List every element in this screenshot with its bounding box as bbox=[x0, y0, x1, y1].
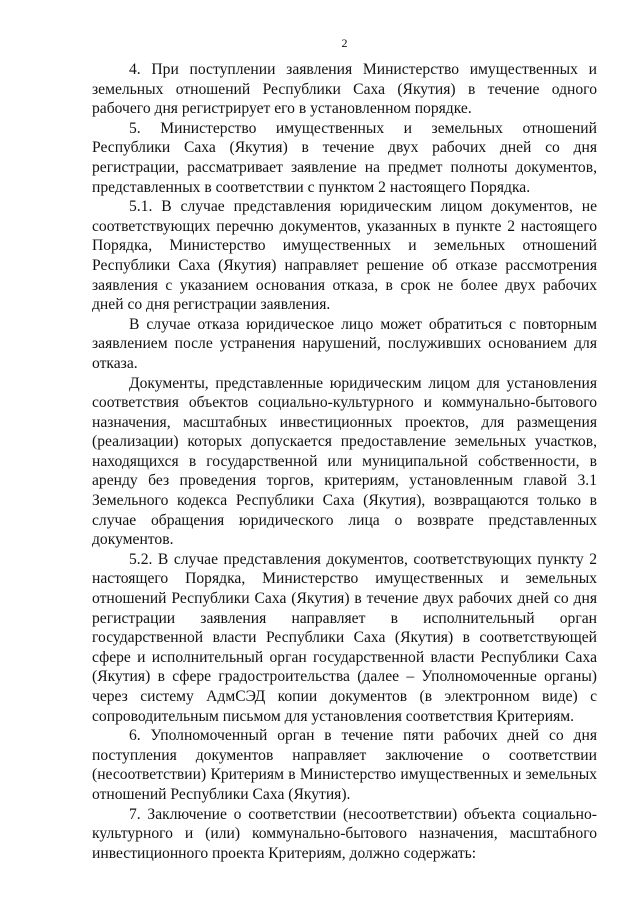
paragraph-5-1: 5.1. В случае представления юридическим лицом документов, не соответствующих перечню документов, указанных в пункте 2 настоящего Порядка, Министерство имущественных и земельных отношений Республики Саха (Якутия) направляет решение об отказе рассмотрения заявления с указанием основания отказа, в срок не более двух рабочих дней со дня регистрации заявления. bbox=[92, 198, 597, 314]
paragraph-refusal: В случае отказа юридическое лицо может обратиться с повторным заявлением после устранения нарушений, послуживших основанием для отказа. bbox=[92, 315, 597, 372]
paragraph-5: 5. Министерство имущественных и земельных отношений Республики Саха (Якутия) в течение двух рабочих дней со дня регистрации, рассматривает заявление на предмет полноты документов, представленных в соответствии с пунктом 2 настоящего Порядка. bbox=[92, 119, 597, 196]
paragraph-5-2: 5.2. В случае представления документов, соответствующих пункту 2 настоящего Порядка, Министерство имущественных и земельных отношений Республики Саха (Якутия) в течение двух рабочих дней со дня регистрации заявления направляет в исполнительный орган государственной власти Республики Саха (Якутия) в соответствующей сфере и исполнительный орган государственной власти Республики Саха (Якутия) в сфере градостроительства (далее – Уполномоченные органы) через систему АдмСЭД копии документов (в электронном виде) с сопроводительным письмом для установления соответствия Критериям. bbox=[92, 550, 597, 725]
page-number: 2 bbox=[341, 36, 348, 50]
paragraph-documents-return: Документы, представленные юридическим лицом для установления соответствия объектов социально-культурного и коммунально-бытового назначения, масштабных инвестиционных проектов, для размещения (реализации) которых допускается предоставление земельных участков, находящихся в государственной или муниципальной собственности, в аренду без проведения торгов, критериям, установленным главой 3.1 Земельного кодекса Республики Саха (Якутия), возвращаются только в случае обращения юридического лица о возврате представленных документов. bbox=[92, 374, 597, 549]
paragraph-7: 7. Заключение о соответствии (несоответствии) объекта социально-культурного и (или) коммунально-бытового назначения, масштабного инвестиционного проекта Критериям, должно содержать: bbox=[92, 805, 597, 862]
paragraph-4: 4. При поступлении заявления Министерство имущественных и земельных отношений Республики Саха (Якутия) в течение одного рабочего дня регистрирует его в установленном порядке. bbox=[92, 61, 597, 118]
document-body bbox=[92, 60, 597, 863]
paragraph-6: 6. Уполномоченный орган в течение пяти рабочих дней со дня поступления документов направляет заключение о соответствии (несоответствии) Критериям в Министерство имущественных и земельных отношений Республики Саха (Якутия). bbox=[92, 727, 597, 803]
